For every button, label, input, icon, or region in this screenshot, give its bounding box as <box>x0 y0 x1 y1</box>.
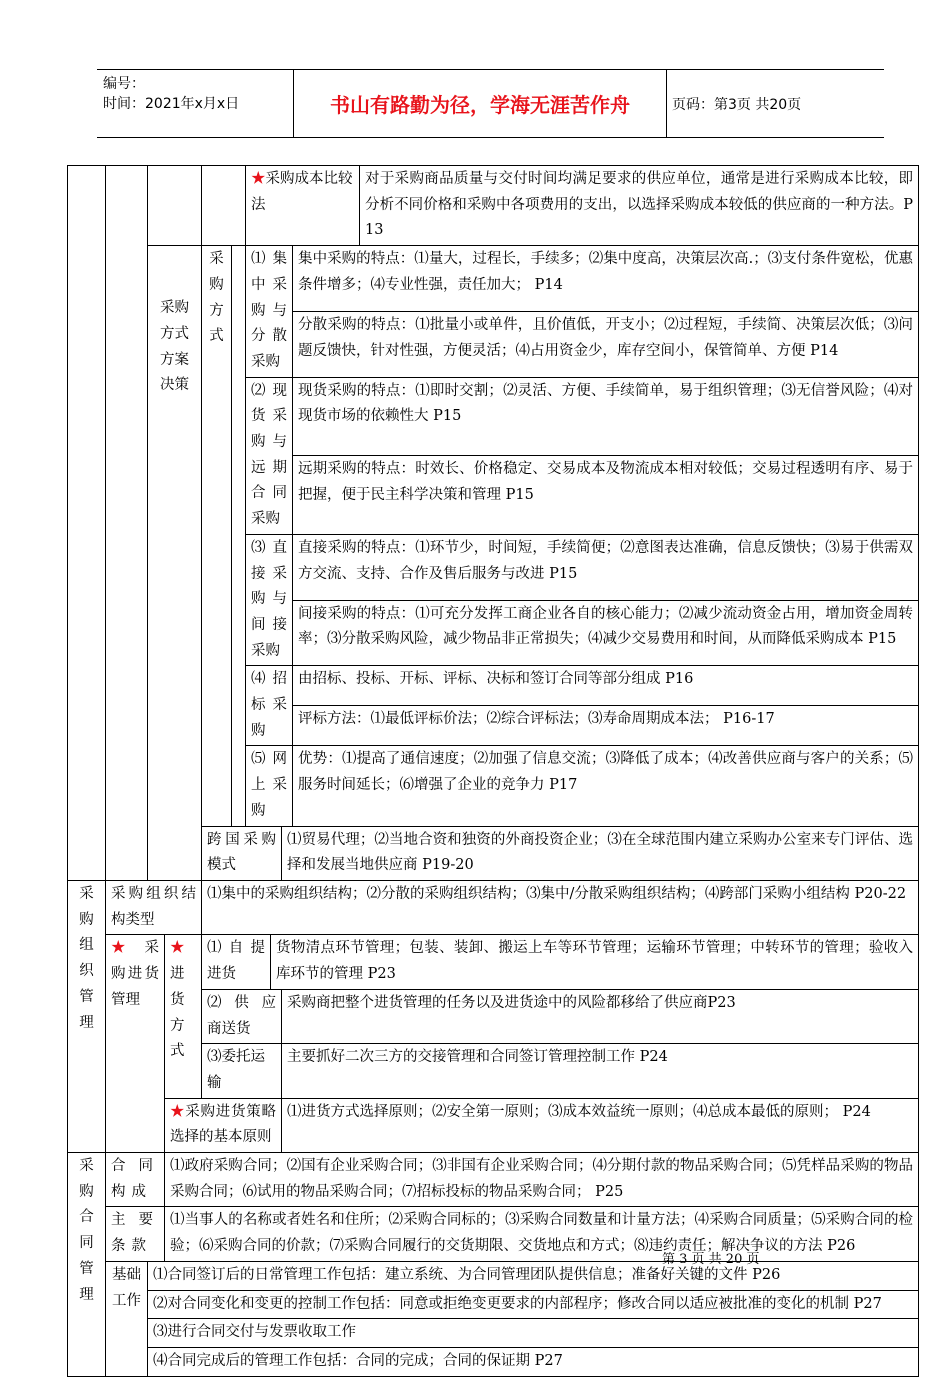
basic-3: ⑶进行合同交付与发票收取工作 <box>148 1319 919 1348</box>
cross-title: 跨国采购模式 <box>202 826 282 880</box>
blank-cell <box>148 166 202 246</box>
blank-cell <box>232 246 246 826</box>
star-icon: ★ <box>111 940 133 957</box>
inbound-mode-cell <box>165 935 202 1098</box>
strategy-title: 采购进货策略选择的基本原则 <box>170 1103 277 1146</box>
table-row <box>68 1098 919 1152</box>
contract-label: 采购合同管理 <box>68 1153 106 1377</box>
study-table <box>67 165 919 1377</box>
page-header <box>97 69 884 138</box>
online-desc: 优势：⑴提高了通信速度；⑵加强了信息交流；⑶降低了成本；⑷改善供应商与客户的关系；⑸服务时间延长；⑹增强了企业的竞争力 P17 <box>293 746 919 826</box>
cost-compare-desc: 对于采购商品质量与交付时间均满足要求的供应单位，通常是进行采购成本比较，即分析不同价格和采购中各项费用的支出，以选择采购成本较低的供应商的一种方法。P13 <box>360 166 919 246</box>
entrust-title: ⑶委托运输 <box>202 1044 282 1098</box>
org-type-title: 采购组织结构类型 <box>106 880 202 934</box>
forward-desc: 远期采购的特点：时效长、价格稳定、交易成本及物流成本相对较低；交易过程透明有序、易于把握，便于民主科学决策和管理 P15 <box>293 456 919 535</box>
header-motto: 书山有路勤为径，学海无涯苦作舟 <box>294 70 667 137</box>
header-meta <box>97 70 294 137</box>
terms-title: 主要条款 <box>106 1207 165 1261</box>
blank-cell <box>68 166 106 881</box>
basic-2: ⑵对合同变化和变更的控制工作包括：同意或拒绝变更要求的内部程序；修改合同以适应被批准的变化的机制 P27 <box>148 1290 919 1319</box>
table-row <box>68 1261 919 1290</box>
dispersed-desc: 分散采购的特点：⑴批量小或单件，且价值低，开支小；⑵过程短，手续简、决策层次低；⑶问题反馈快，针对性强，方便灵活；⑷占用资金少，库存空间小，保管简单、方便 P14 <box>293 311 919 377</box>
cost-compare-title: ★采购成本比较法 <box>246 166 360 246</box>
star-icon: ★ <box>170 1103 186 1120</box>
strategy-desc: ⑴进货方式选择原则；⑵安全第一原则；⑶成本效益统一原则；⑷总成本最低的原则； P24 <box>282 1098 919 1152</box>
page-footer: 第 3 页 共 20 页 <box>662 1252 760 1267</box>
mode-label: 采购方式 <box>202 246 232 826</box>
supplier-title: ⑵ 供 应 商送货 <box>202 989 282 1043</box>
strategy-cell <box>165 1098 282 1152</box>
table-row <box>68 1207 919 1261</box>
direct-desc: 直接采购的特点：⑴环节少，时间短，手续简便；⑵意图表达准确，信息反馈快；⑶易于供需双方交流、支持、合作及售后服务与改进 P15 <box>293 534 919 600</box>
inbound-mgmt-label: 采购进货管理 <box>111 940 160 1008</box>
contract-type-desc: ⑴政府采购合同；⑵国有企业采购合同；⑶非国有企业采购合同；⑷分期付款的物品采购合同；⑸凭样品采购的物品采购合同；⑹试用的物品采购合同；⑺招标投标的物品采购合同； P25 <box>165 1153 919 1207</box>
inbound-mode-label: 进货方式 <box>170 966 185 1060</box>
spot-desc: 现货采购的特点：⑴即时交割；⑵灵活、方便、手续简单，易于组织管理；⑶无信誉风险；⑷对现货市场的依赖性大 P15 <box>293 377 919 456</box>
entrust-desc: 主要抓好二次三方的交接管理和合同签订管理控制工作 P24 <box>282 1044 919 1098</box>
tender-desc: 由招标、投标、开标、评标、决标和签订合同等部分组成 P16 <box>293 666 919 706</box>
indirect-desc: 间接采购的特点：⑴可充分发挥工商企业各自的核心能力；⑵减少流动资金占用，增加资金周转率；⑶分散采购风险，减少物品非正常损失；⑷减少交易费用和时间，从而降低采购成本 P15 <box>293 600 919 666</box>
table-row <box>68 1290 919 1319</box>
self-desc: 货物清点环节管理；包装、装卸、搬运上车等环节管理；运输环节管理；中转环节的管理；验收入库环节的管理 P23 <box>271 935 919 989</box>
org-type-desc: ⑴集中的采购组织结构；⑵分散的采购组织结构；⑶集中/分散采购组织结构；⑷跨部门采购小组结构 P20-22 <box>202 880 919 934</box>
time-label: 时间：2021年x月x日 <box>103 96 240 112</box>
supplier-desc: 采购商把整个进货管理的任务以及进货途中的风险都移给了供应商P23 <box>282 989 919 1043</box>
blank-cell <box>202 166 246 246</box>
table-row <box>68 1319 919 1348</box>
star-icon: ★ <box>251 171 266 187</box>
basic-label: 基础工作 <box>106 1261 148 1376</box>
cross-desc: ⑴贸易代理；⑵当地合资和独资的外商投资企业；⑶在全球范围内建立采购办公室来专门评估、选择和发展当地供应商 P19-20 <box>282 826 919 880</box>
basic-1: ⑴合同签订后的日常管理工作包括：建立系统、为合同管理团队提供信息；准备好关键的文件 P26 <box>148 1261 919 1290</box>
central-title: ⑴ 集 中采购与分散采购 <box>246 246 293 378</box>
basic-4: ⑷合同完成后的管理工作包括：合同的完成；合同的保证期 P27 <box>148 1347 919 1376</box>
table-row <box>68 1347 919 1376</box>
table-row <box>68 1153 919 1207</box>
inbound-mgmt-cell <box>106 935 165 1153</box>
central-desc: 集中采购的特点：⑴量大，过程长，手续多；⑵集中度高，决策层次高.；⑶支付条件宽松，优惠条件增多；⑷专业性强，责任加大； P14 <box>293 246 919 312</box>
tender-eval: 评标方法：⑴最低评标价法；⑵综合评标法；⑶寿命周期成本法； P16-17 <box>293 706 919 746</box>
star-icon: ★ <box>170 940 185 957</box>
table-row <box>68 166 919 246</box>
decision-label: 采购方式方案决策 <box>148 246 202 881</box>
blank-cell <box>106 166 148 881</box>
contract-type-title: 合同构成 <box>106 1153 165 1207</box>
table-row <box>68 246 919 312</box>
spot-title: ⑵ 现 货采购与远期合同采购 <box>246 377 293 534</box>
table-row <box>68 935 919 989</box>
terms-desc: ⑴当事人的名称或者姓名和住所；⑵采购合同标的；⑶采购合同数量和计量方法；⑷采购合同质量；⑸采购合同的检验；⑹采购合同的价款；⑺采购合同履行的交货期限、交货地点和方式；⑻违约责任；解决争议的方法 P26 <box>165 1207 919 1261</box>
online-title: ⑸ 网 上采购 <box>246 746 293 826</box>
direct-title: ⑶ 直 接采购与间接采购 <box>246 534 293 666</box>
header-page-number: 页码：第3页 共20页 <box>672 96 802 113</box>
number-label: 编号： <box>103 76 145 92</box>
org-label: 采购组织管理 <box>68 880 106 1152</box>
table-row <box>68 880 919 934</box>
tender-title: ⑷ 招 标采购 <box>246 666 293 746</box>
self-title: ⑴ 自 提进货 <box>202 935 271 989</box>
